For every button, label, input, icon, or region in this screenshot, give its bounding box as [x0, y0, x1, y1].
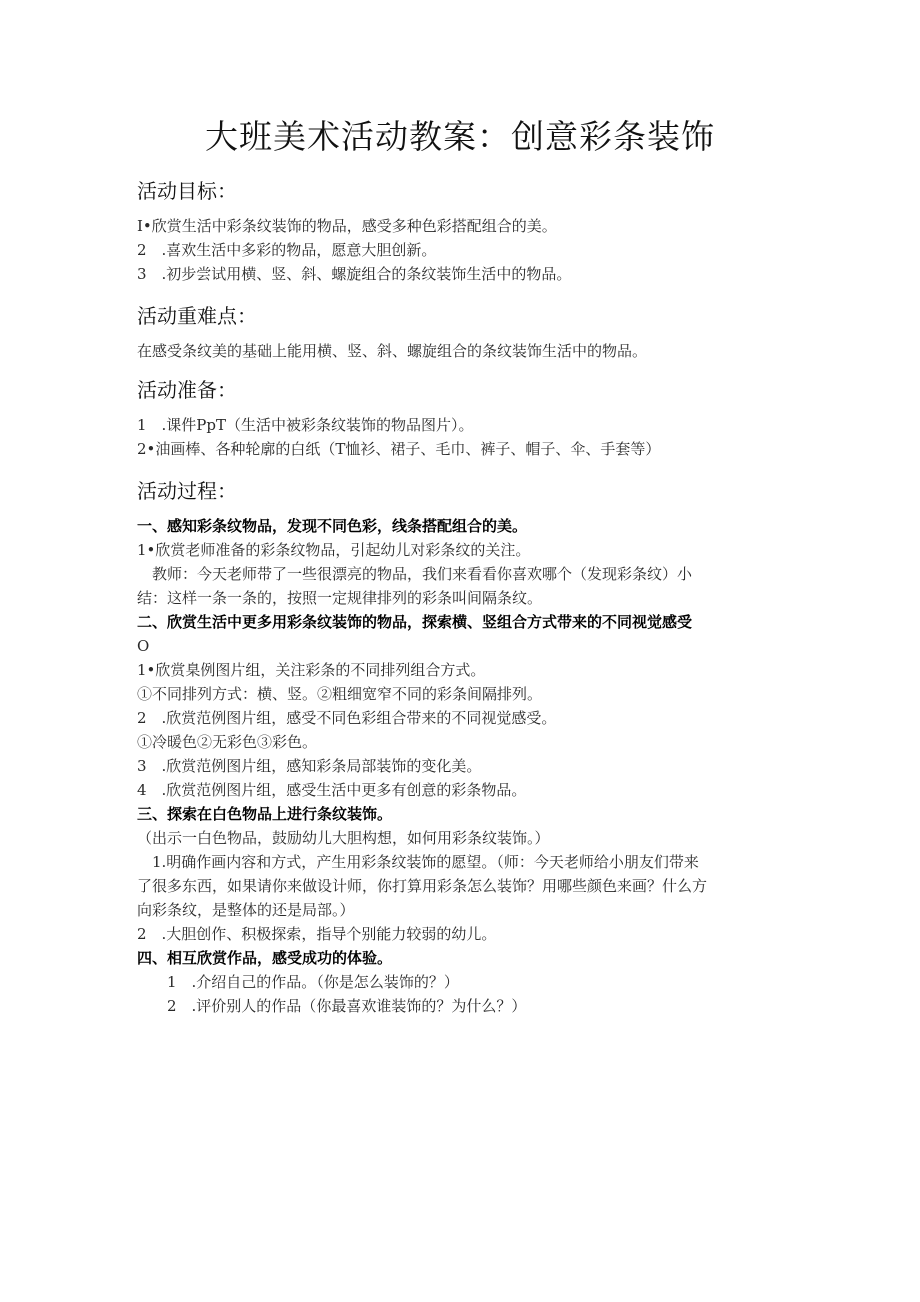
- goal-item-2: 2 .喜欢生活中多彩的物品，愿意大胆创新。: [137, 241, 437, 259]
- document-title: 大班美术活动教案：创意彩条装饰: [205, 117, 715, 156]
- key-points-text: 在感受条纹美的基础上能用横、竖、斜、螺旋组合的条纹装饰生活中的物品。: [137, 342, 648, 360]
- section-heading-goals: 活动目标：: [137, 179, 237, 203]
- process-step-1-heading: 一、感知彩条纹物品，发现不同色彩，线条搭配组合的美。: [137, 517, 528, 535]
- process-step-2-line: 3 .欣赏范例图片组，感知彩条局部装饰的变化美。: [137, 757, 482, 775]
- process-step-2-line: 2 .欣赏范例图片组，感受不同色彩组合带来的不同视觉感受。: [137, 709, 557, 727]
- process-step-2-line: ①冷暖色②无彩色③彩色。: [137, 733, 318, 751]
- section-heading-preparation: 活动准备：: [137, 378, 237, 402]
- preparation-item-1: 1 .课件PpT（生活中被彩条纹装饰的物品图片）。: [137, 416, 474, 434]
- process-step-2-line: ①不同排列方式：横、竖。②粗细宽窄不同的彩条间隔排列。: [137, 685, 543, 703]
- process-step-3-line: 1.明确作画内容和方式，产生用彩条纹装饰的愿望。（师：今天老师给小朋友们带来: [137, 853, 699, 871]
- section-heading-process: 活动过程：: [137, 479, 237, 503]
- process-step-2-heading-end: O: [137, 637, 150, 655]
- process-step-1-line: 教师：今天老师带了一些很漂亮的物品，我们来看看你喜欢哪个（发现彩条纹）小: [137, 565, 693, 583]
- process-step-3-line: （出示一白色物品，鼓励幼儿大胆构想，如何用彩条纹装饰。）: [137, 829, 550, 847]
- process-step-1-line: 1•欣赏老师准备的彩条纹物品，引起幼儿对彩条纹的关注。: [137, 541, 531, 559]
- process-step-2-heading: 二、欣赏生活中更多用彩条纹装饰的物品，探索横、竖组合方式带来的不同视觉感受: [137, 613, 693, 631]
- process-step-2-line: 1•欣赏臬例图片组，关注彩条的不同排列组合方式。: [137, 661, 486, 679]
- process-step-3-line: 向彩条纹，是整体的还是局部。）: [137, 901, 355, 919]
- process-step-3-line: 2 .大胆创作、积极探索，指导个别能力较弱的幼儿。: [137, 925, 497, 943]
- goal-item-3: 3 .初步尝试用横、竖、斜、螺旋组合的条纹装饰生活中的物品。: [137, 265, 572, 283]
- process-step-1-line: 结：这样一条一条的，按照一定规律排列的彩条叫间隔条纹。: [137, 589, 543, 607]
- process-step-3-heading: 三、探索在白色物品上进行条纹装饰。: [137, 805, 393, 823]
- process-step-3-line: 了很多东西，如果请你来做设计师，你打算用彩条怎么装饰？用哪些颜色来画？什么方: [137, 877, 708, 895]
- process-step-4-line: 2 .评价别人的作品（你最喜欢谁装饰的？为什么？）: [137, 997, 527, 1015]
- process-step-4-heading: 四、相互欣赏作品，感受成功的体验。: [137, 949, 393, 967]
- goal-item-1: I•欣赏生活中彩条纹装饰的物品，感受多种色彩搭配组合的美。: [137, 217, 557, 235]
- process-step-4-line: 1 .介绍自己的作品。（你是怎么装饰的？）: [137, 973, 459, 991]
- preparation-item-2: 2•油画棒、各种轮廓的白纸（T恤衫、裙子、毛巾、裤子、帽子、伞、手套等）: [137, 440, 661, 458]
- section-heading-key-points: 活动重难点：: [137, 304, 257, 328]
- process-step-2-line: 4 .欣赏范例图片组，感受生活中更多有创意的彩条物品。: [137, 781, 527, 799]
